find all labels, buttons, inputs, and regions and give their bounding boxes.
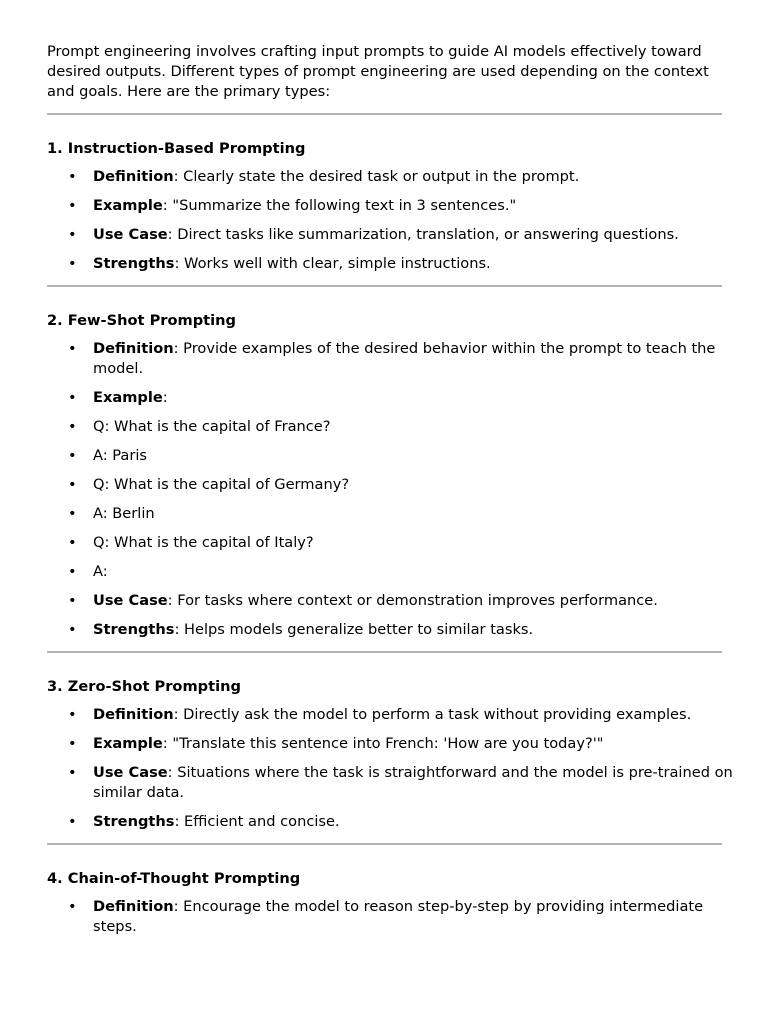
bullet-icon: • <box>68 447 77 464</box>
bullet-icon: • <box>68 813 77 830</box>
bullet-icon: • <box>68 764 77 781</box>
bullet-icon: • <box>68 226 77 243</box>
item-text: : Provide examples of the desired behavior within the prompt to teach the model. <box>93 340 716 377</box>
section-divider <box>47 651 722 653</box>
item-text: A: Paris <box>93 447 148 464</box>
section-title: 2. Few-Shot Prompting <box>47 312 236 329</box>
section-list <box>47 167 768 274</box>
item-text: Q: What is the capital of Italy? <box>93 534 314 551</box>
section-divider <box>47 285 722 287</box>
bullet-icon: • <box>68 389 77 406</box>
item-text: : Situations where the task is straightforward and the model is pre-trained on similar data. <box>93 764 733 801</box>
list-item <box>47 339 743 379</box>
list-item <box>47 475 743 495</box>
list-item <box>47 254 743 274</box>
list-item <box>47 167 743 187</box>
section-divider <box>47 113 722 115</box>
list-item <box>47 620 743 640</box>
item-text: A: Berlin <box>93 505 155 522</box>
item-term: Strengths <box>93 813 175 830</box>
item-term: Definition <box>93 168 174 185</box>
item-text: : "Translate this sentence into French: 'How are you today?'" <box>162 735 604 752</box>
section-list <box>47 897 768 937</box>
bullet-icon: • <box>68 735 77 752</box>
section-list <box>47 339 768 640</box>
list-item <box>47 446 743 466</box>
intro-paragraph: Prompt engineering involves crafting input prompts to guide AI models effectively toward desired outputs. Different types of prompt engineering are used depending on the context and goals. Here are the primary types: <box>47 43 709 100</box>
item-text: : Clearly state the desired task or output in the prompt. <box>173 168 580 185</box>
item-term: Example <box>93 197 163 214</box>
item-text: Q: What is the capital of Germany? <box>93 476 350 493</box>
item-text: : "Summarize the following text in 3 sentences." <box>162 197 517 214</box>
bullet-icon: • <box>68 476 77 493</box>
item-text: A: <box>93 563 108 580</box>
section-title: 4. Chain-of-Thought Prompting <box>47 870 301 887</box>
bullet-icon: • <box>68 255 77 272</box>
list-item <box>47 504 743 524</box>
item-text: : Helps models generalize better to similar tasks. <box>174 621 534 638</box>
bullet-icon: • <box>68 563 77 580</box>
item-term: Definition <box>93 898 174 915</box>
item-term: Strengths <box>93 255 175 272</box>
list-item <box>47 763 743 803</box>
list-item <box>47 812 743 832</box>
bullet-icon: • <box>68 621 77 638</box>
item-text: Q: What is the capital of France? <box>93 418 331 435</box>
item-term: Use Case <box>93 764 168 781</box>
list-item <box>47 562 743 582</box>
item-term: Example <box>93 735 163 752</box>
item-term: Use Case <box>93 226 168 243</box>
list-item <box>47 417 743 437</box>
list-item <box>47 533 743 553</box>
item-term: Definition <box>93 340 174 357</box>
item-term: Use Case <box>93 592 168 609</box>
bullet-icon: • <box>68 534 77 551</box>
item-text: : Efficient and concise. <box>174 813 340 830</box>
sections-container <box>47 113 768 937</box>
bullet-icon: • <box>68 168 77 185</box>
item-text: : <box>162 389 168 406</box>
item-term: Definition <box>93 706 174 723</box>
section-title: 1. Instruction-Based Prompting <box>47 140 306 157</box>
list-item <box>47 705 743 725</box>
bullet-icon: • <box>68 505 77 522</box>
bullet-icon: • <box>68 592 77 609</box>
list-item <box>47 734 743 754</box>
bullet-icon: • <box>68 340 77 357</box>
item-term: Strengths <box>93 621 175 638</box>
section-title: 3. Zero-Shot Prompting <box>47 678 241 695</box>
section-divider <box>47 843 722 845</box>
item-text: : Direct tasks like summarization, translation, or answering questions. <box>167 226 679 243</box>
section-list <box>47 705 768 832</box>
list-item <box>47 897 743 937</box>
bullet-icon: • <box>68 197 77 214</box>
item-text: : Works well with clear, simple instructions. <box>174 255 491 272</box>
bullet-icon: • <box>68 418 77 435</box>
item-text: : For tasks where context or demonstration improves performance. <box>167 592 658 609</box>
bullet-icon: • <box>68 898 77 915</box>
list-item <box>47 225 743 245</box>
list-item <box>47 196 743 216</box>
list-item <box>47 388 743 408</box>
item-text: : Directly ask the model to perform a task without providing examples. <box>173 706 692 723</box>
list-item <box>47 591 743 611</box>
item-text: : Encourage the model to reason step-by-step by providing intermediate steps. <box>93 898 704 935</box>
bullet-icon: • <box>68 706 77 723</box>
item-term: Example <box>93 389 163 406</box>
